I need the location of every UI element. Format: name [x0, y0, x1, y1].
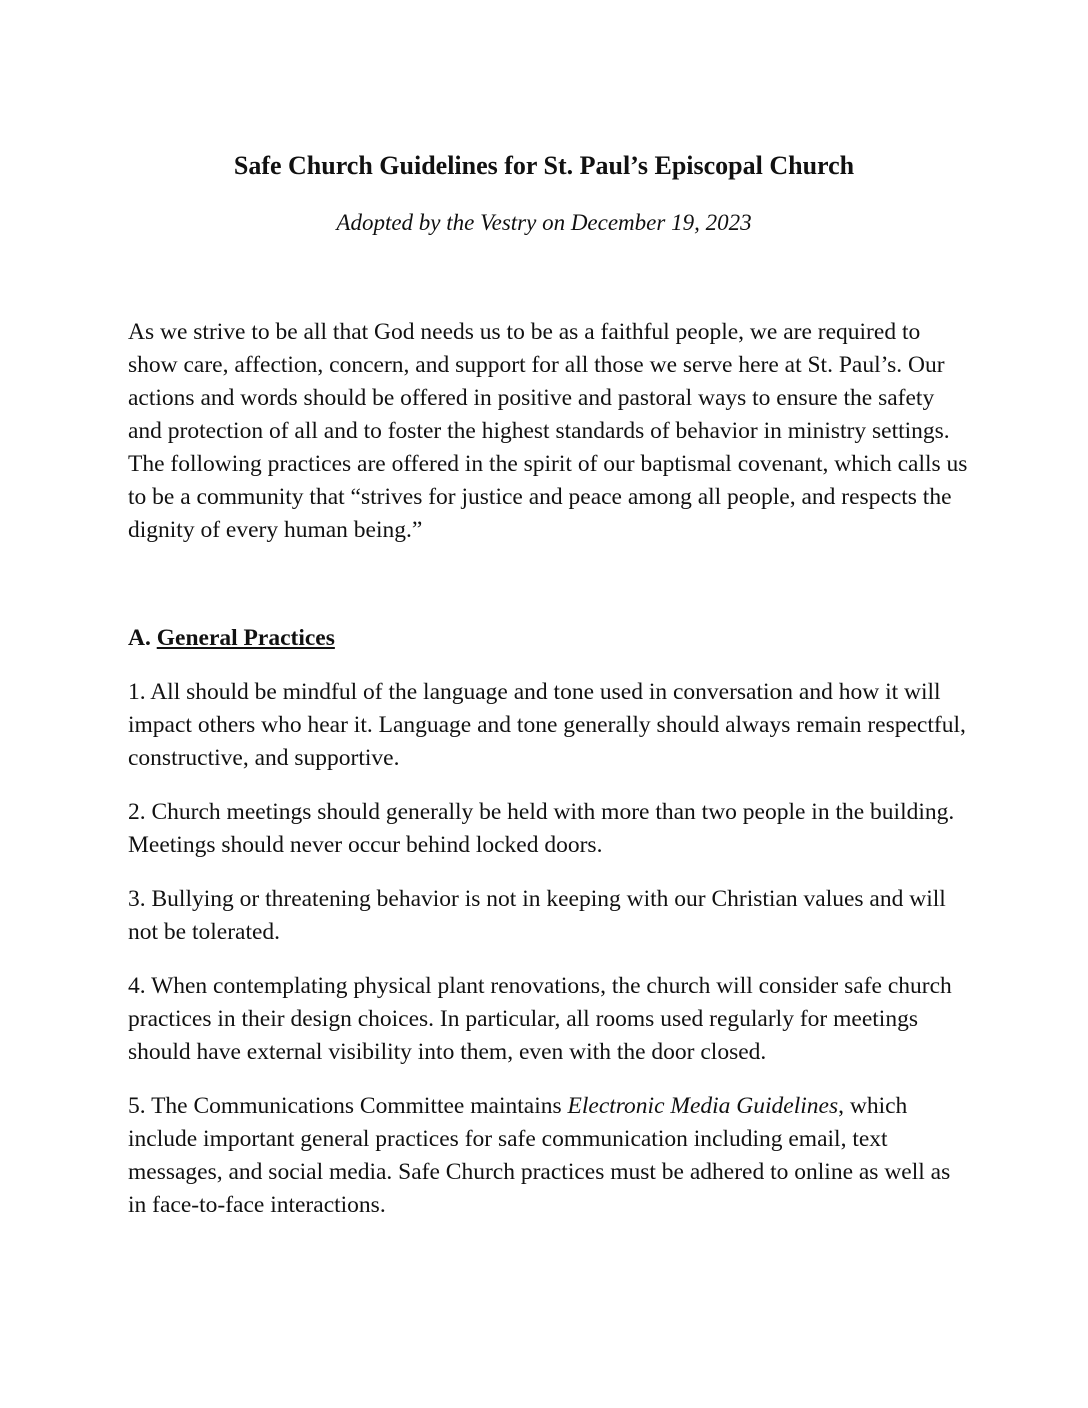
practice-item-2: 2. Church meetings should generally be held with more than two people in the building. Meetings should never occur behind locked doors.: [128, 799, 955, 858]
electronic-media-guidelines-title: Electronic Media Guidelines: [567, 1093, 839, 1119]
section-a-heading: [128, 622, 335, 655]
practice-item-4: 4. When contemplating physical plant renovations, the church will consider safe church practices in their design choices. In particular, all rooms used regularly for meetings should have external visibility into them, even with the door closed.: [128, 973, 952, 1065]
practice-item-5: [128, 1090, 968, 1222]
section-a-title: General Practices: [156, 625, 335, 651]
intro-paragraph: As we strive to be all that God needs us to be as a faithful people, we are required to show care, affection, concern, and support for all those we serve here at St. Paul’s. Our actions and words should be offered in positive and pastoral ways to ensure the safety and protection of all and to foster the highest standards of behavior in ministry settings. The following practices are offered in the spirit of our baptismal covenant, which calls us to be a community that “strives for justice and peace among all people, and respects the dignity of every human being.”: [128, 319, 968, 543]
practice-item-1: 1. All should be mindful of the language and tone used in conversation and how it will impact others who hear it. Language and tone generally should always remain respectful, constructive, and supportive.: [128, 679, 966, 771]
document-subtitle: Adopted by the Vestry on December 19, 2023: [336, 210, 752, 235]
document-title: Safe Church Guidelines for St. Paul’s Episcopal Church: [233, 151, 855, 180]
section-a-letter: A.: [128, 625, 151, 651]
practice-item-3: 3. Bullying or threatening behavior is not in keeping with our Christian values and will not be tolerated.: [128, 886, 946, 945]
practice-item-5-start: 5. The Communications Committee maintains: [128, 1093, 568, 1119]
practice-item-5-end: , which include important general practices for safe communication including email, text messages, and social media. Safe Church practices must be adhered to online as well as in face-to-face interactions.: [128, 1093, 951, 1218]
